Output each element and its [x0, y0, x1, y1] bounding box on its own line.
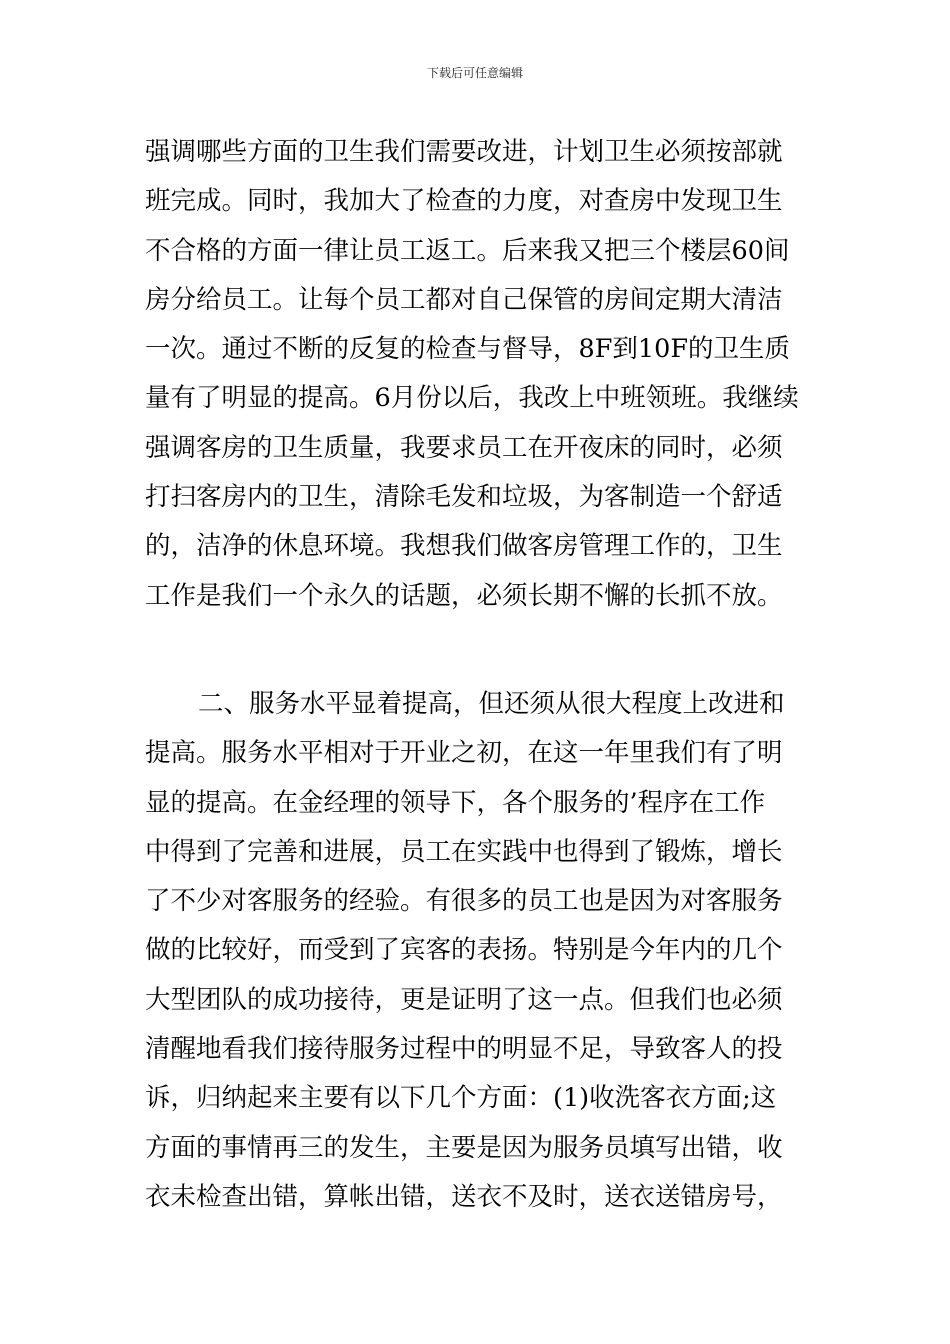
- text-line: 工作是我们一个永久的话题，必须长期不懈的长抓不放。: [145, 580, 783, 611]
- text-line: 了不少对客服务的经验。有很多的员工也是因为对客服务: [145, 886, 783, 917]
- text-line: 量有了明显的提高。6月份以后，我改上中班领班。我继续: [145, 383, 799, 414]
- text-line: 显的提高。在金经理的领导下，各个服务的’程序在工作: [145, 787, 766, 818]
- paragraph-gap: [145, 621, 810, 680]
- text-line: 房分给员工。让每个员工都对自己保管的房间定期大清洁: [145, 284, 783, 315]
- text-line: 班完成。同时，我加大了检查的力度，对查房中发现卫生: [145, 186, 783, 217]
- text-line-indented: 二、服务水平显着提高，但还须从很大程度上改进和: [198, 688, 785, 719]
- text-line: 衣未检查出错，算帐出错，送衣不及时，送衣送错房号，: [145, 1181, 783, 1212]
- text-line: 清醒地看我们接待服务过程中的明显不足，导致客人的投: [145, 1034, 783, 1065]
- text-line: 提高。服务水平相对于开业之初，在这一年里我们有了明: [145, 738, 783, 769]
- text-line: 打扫客房内的卫生，清除毛发和垃圾，为客制造一个舒适: [145, 482, 783, 513]
- paragraph-2: [145, 680, 810, 1222]
- paragraph-1: [145, 128, 810, 621]
- text-line: 的，洁净的休息环境。我想我们做客房管理工作的，卫生: [145, 531, 783, 562]
- text-line: 做的比较好，而受到了宾客的表扬。特别是今年内的几个: [145, 935, 783, 966]
- page-header-note: 下载后可任意编辑: [426, 66, 523, 80]
- text-line: 中得到了完善和进展，员工在实践中也得到了锻炼，增长: [145, 836, 783, 867]
- text-line: 大型团队的成功接待，更是证明了这一点。但我们也必须: [145, 984, 783, 1015]
- text-line: 不合格的方面一律让员工返工。后来我又把三个楼层60间: [145, 235, 790, 266]
- text-line: 强调哪些方面的卫生我们需要改进，计划卫生必须按部就: [145, 137, 783, 167]
- text-line: 方面的事情再三的发生，主要是因为服务员填写出错，收: [145, 1132, 783, 1163]
- text-line: 强调客房的卫生质量，我要求员工在开夜床的同时，必须: [145, 432, 783, 463]
- text-line: 诉，归纳起来主要有以下几个方面：(1)收洗客衣方面;这: [145, 1083, 777, 1114]
- document-body: [145, 128, 810, 1222]
- text-line: 一次。通过不断的反复的检查与督导，8F到10F的卫生质: [145, 334, 791, 365]
